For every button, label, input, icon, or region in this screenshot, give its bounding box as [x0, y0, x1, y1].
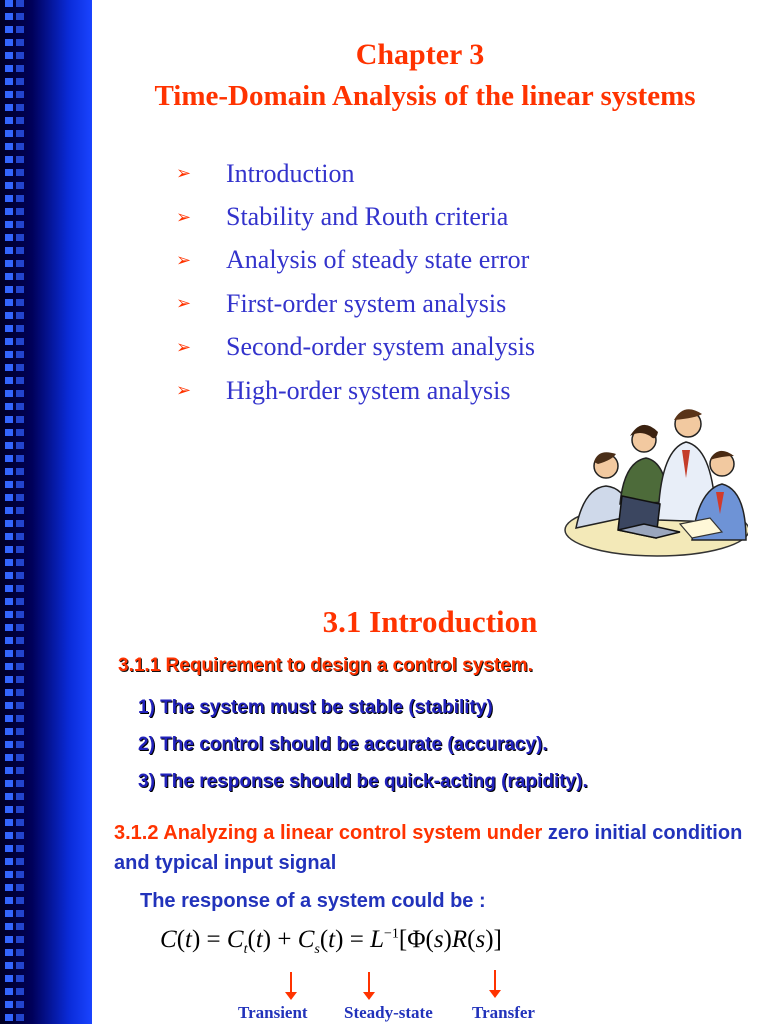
list-item — [176, 195, 535, 238]
team-meeting-laptop-icon — [562, 400, 748, 560]
subsection-heading-blue: zero initial condition and typical input signal — [114, 822, 743, 874]
requirement-item: 3) The response should be quick-acting (rapidity). — [138, 771, 588, 792]
arrow-bullet-icon: ➢ — [176, 380, 192, 401]
subsection-heading: 3.1.1 Requirement to design a control system. — [118, 655, 533, 676]
section-title: 3.1 Introduction — [322, 604, 538, 639]
subsection-heading-red: 3.1.2 Analyzing a linear control system under — [114, 822, 548, 844]
decorative-sidebar — [0, 0, 92, 1024]
topic-list — [176, 152, 535, 412]
arrow-bullet-icon: ➢ — [176, 293, 192, 314]
equation-label-transfer: Transfer — [472, 1003, 535, 1022]
topic-label: Stability and Routh criteria — [226, 202, 509, 232]
down-arrow-icon — [368, 972, 370, 994]
subsection-heading-2 — [114, 818, 754, 878]
sidebar-pattern — [5, 0, 13, 1024]
list-item — [176, 152, 535, 195]
list-item — [176, 369, 535, 412]
chapter-title: Time-Domain Analysis of the linear systems — [154, 80, 696, 112]
list-item — [176, 282, 535, 325]
list-item — [176, 326, 535, 369]
down-arrow-icon — [290, 972, 292, 994]
requirement-item: 1) The system must be stable (stability) — [138, 697, 493, 718]
down-arrow-icon — [494, 970, 496, 992]
equation-label-transient: Transient — [238, 1003, 308, 1022]
topic-label: Second-order system analysis — [226, 332, 536, 362]
arrow-bullet-icon: ➢ — [176, 249, 192, 270]
arrow-bullet-icon: ➢ — [176, 336, 192, 357]
topic-label: First-order system analysis — [226, 288, 507, 318]
topic-label: High-order system analysis — [226, 375, 511, 405]
equation-label-steady-state: Steady-state — [344, 1003, 433, 1022]
sidebar-pattern — [16, 0, 24, 1024]
list-item — [176, 239, 535, 282]
topic-label: Analysis of steady state error — [226, 245, 530, 275]
response-intro: The response of a system could be : — [140, 890, 486, 912]
requirement-item: 2) The control should be accurate (accuracy). — [138, 734, 548, 755]
response-equation: $C(t) = C_t(t) + C_s(t) = L^{-1}[\Phi(s)R(s)]$ — [160, 926, 502, 957]
chapter-number: Chapter 3 — [355, 38, 485, 71]
arrow-bullet-icon: ➢ — [176, 163, 192, 184]
topic-label: Introduction — [226, 158, 355, 188]
arrow-bullet-icon: ➢ — [176, 206, 192, 227]
